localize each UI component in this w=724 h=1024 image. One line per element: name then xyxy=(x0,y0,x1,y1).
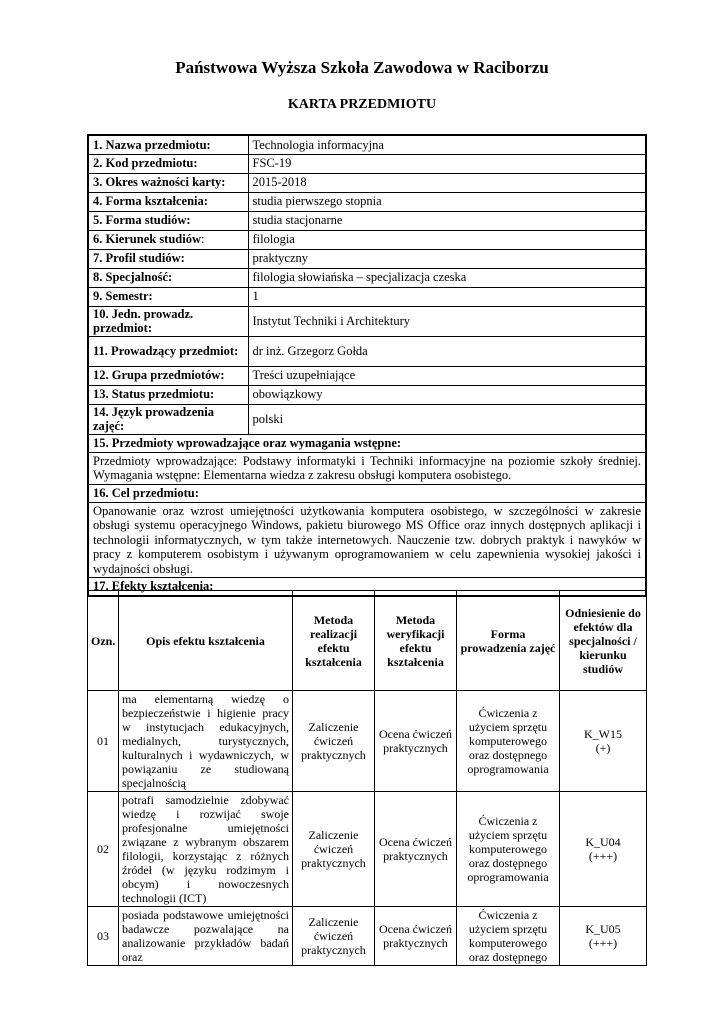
field-row xyxy=(88,366,646,385)
section-body-row xyxy=(88,452,646,484)
prereq-text: Przedmioty wprowadzające: Podstawy informatyki i Techniki informacyjne na poziomie szkoły średniej. Wymagania wstępne: Elementarna wiedza z zakresu obsługi komputera osobistego. xyxy=(88,452,646,484)
field-row xyxy=(88,211,646,230)
col-header-desc: Opis efektu kształcenia xyxy=(119,591,293,691)
field-value: obowiązkowy xyxy=(248,385,646,404)
effect-method: Zaliczenie ćwiczeń praktycznych xyxy=(293,691,375,792)
field-row xyxy=(88,230,646,249)
field-label: 11. Prowadzący przedmiot: xyxy=(88,336,248,366)
col-header-method: Metoda realizacji efektu kształcenia xyxy=(293,591,375,691)
effect-method: Zaliczenie ćwiczeń praktycznych xyxy=(293,907,375,966)
effect-form: Ćwiczenia z użyciem sprzętu komputerowego oraz dostępnego xyxy=(457,907,560,966)
field-value: FSC-19 xyxy=(248,154,646,173)
table-row xyxy=(88,691,647,792)
field-value: 2015-2018 xyxy=(248,173,646,192)
learning-effects-table xyxy=(87,590,647,966)
col-header-reference: Odniesienie do efektów dla specjalności / kierunku studiów xyxy=(560,591,647,691)
field-value: polski xyxy=(248,404,646,434)
reference-code: K_W15 xyxy=(584,727,622,741)
reference-code: K_U05 xyxy=(585,922,621,936)
field-row xyxy=(88,287,646,306)
field-label: 14. Język prowadzenia zajęć: xyxy=(88,404,248,434)
effect-form: Ćwiczenia z użyciem sprzętu komputerowego oraz dostępnego oprogramowania xyxy=(457,691,560,792)
effect-method: Zaliczenie ćwiczeń praktycznych xyxy=(293,792,375,907)
table-row xyxy=(88,792,647,907)
reference-code: K_U04 xyxy=(585,835,621,849)
col-header-ozn: Ozn. xyxy=(88,591,119,691)
field-label: 13. Status przedmiotu: xyxy=(88,385,248,404)
field-row xyxy=(88,135,646,154)
col-header-form: Forma prowadzenia zajęć xyxy=(457,591,560,691)
section-header-row xyxy=(88,484,646,502)
field-label-text: 6. Kierunek studiów xyxy=(93,232,202,247)
effect-code: 01 xyxy=(88,691,119,792)
field-label: 9. Semestr: xyxy=(88,287,248,306)
field-value: dr inż. Grzegorz Gołda xyxy=(248,336,646,366)
field-row xyxy=(88,336,646,366)
field-value: studia pierwszego stopnia xyxy=(248,192,646,211)
effect-verification: Ocena ćwiczeń praktycznych xyxy=(375,907,457,966)
field-value: filologia xyxy=(248,230,646,249)
field-label: 12. Grupa przedmiotów: xyxy=(88,366,248,385)
section-body-row xyxy=(88,502,646,578)
reference-level: (+) xyxy=(595,741,611,755)
field-value: Treści uzupełniające xyxy=(248,366,646,385)
col-header-verification: Metoda weryfikacji efektu kształcenia xyxy=(375,591,457,691)
reference-level: (+++) xyxy=(588,849,618,863)
effect-reference xyxy=(560,691,647,792)
school-name: Państwowa Wyższa Szkoła Zawodowa w Raciborzu xyxy=(175,58,549,77)
field-label: 5. Forma studiów: xyxy=(88,211,248,230)
goal-text: Opanowanie oraz wzrost umiejętności użytkowania komputera osobistego, w szczególności w zakresie obsługi systemu operacyjnego Windows, pakietu biurowego MS Office oraz innych dostępnych aplikacji i technologii informatycznych, w tym także internetowych. Nauczenie tzw. dobrych praktyk i nawyków w pracy z komputerem osobistym i używanym oprogramowaniem w celu zapewnienia wysokiej jakości i wydajności obsługi. xyxy=(88,502,646,578)
field-label: 10. Jedn. prowadz. przedmiot: xyxy=(88,306,248,336)
field-label-colon: : xyxy=(201,232,205,247)
prereq-title: 15. Przedmioty wprowadzające oraz wymagania wstępne: xyxy=(88,434,646,452)
field-value: 1 xyxy=(248,287,646,306)
field-row xyxy=(88,173,646,192)
effects-header-row xyxy=(88,591,647,691)
effect-verification: Ocena ćwiczeń praktycznych xyxy=(375,792,457,907)
effects-title: 17. Efekty kształcenia: xyxy=(88,578,646,596)
table-row xyxy=(88,907,647,966)
field-label xyxy=(88,230,248,249)
field-label: 7. Profil studiów: xyxy=(88,249,248,268)
field-row xyxy=(88,192,646,211)
section-header-row xyxy=(88,434,646,452)
field-row xyxy=(88,249,646,268)
field-label: 1. Nazwa przedmiotu: xyxy=(88,135,248,154)
effect-verification: Ocena ćwiczeń praktycznych xyxy=(375,691,457,792)
field-row xyxy=(88,154,646,173)
field-label: 4. Forma kształcenia: xyxy=(88,192,248,211)
goal-title: 16. Cel przedmiotu: xyxy=(88,484,646,502)
field-label: 8. Specjalność: xyxy=(88,268,248,287)
effect-description: posiada podstawowe umiejętności badawcze pozwalające na analizowanie przykładów badań oraz xyxy=(119,907,293,966)
field-value: praktyczny xyxy=(248,249,646,268)
field-value: studia stacjonarne xyxy=(248,211,646,230)
field-row xyxy=(88,268,646,287)
card-title: KARTA PRZEDMIOTU xyxy=(287,97,437,112)
effect-description: potrafi samodzielnie zdobywać wiedzę i rozwijać swoje profesjonalne umiejętności związane z wybranym obszarem filologii, korzystając z różnych źródeł (w języku rodzimym i obcym) i nowoczesnych technologii (ICT) xyxy=(119,792,293,907)
field-value: Technologia informacyjna xyxy=(248,135,646,154)
field-value: filologia słowiańska – specjalizacja czeska xyxy=(248,268,646,287)
effect-reference xyxy=(560,907,647,966)
field-row xyxy=(88,306,646,336)
field-label: 2. Kod przedmiotu: xyxy=(88,154,248,173)
effect-code: 03 xyxy=(88,907,119,966)
effect-description: ma elementarną wiedzę o bezpieczeństwie i higienie pracy w instytucjach edukacyjnych, medialnych, turystycznych, kulturalnych i wydawniczych, w powiązaniu ze studiowaną specjalnością xyxy=(119,691,293,792)
field-label: 3. Okres ważności karty: xyxy=(88,173,248,192)
course-info-table xyxy=(87,134,647,597)
effect-reference xyxy=(560,792,647,907)
effect-code: 02 xyxy=(88,792,119,907)
field-row xyxy=(88,404,646,434)
effect-form: Ćwiczenia z użyciem sprzętu komputerowego oraz dostępnego oprogramowania xyxy=(457,792,560,907)
field-row xyxy=(88,385,646,404)
reference-level: (+++) xyxy=(588,936,618,950)
field-value: Instytut Techniki i Architektury xyxy=(248,306,646,336)
